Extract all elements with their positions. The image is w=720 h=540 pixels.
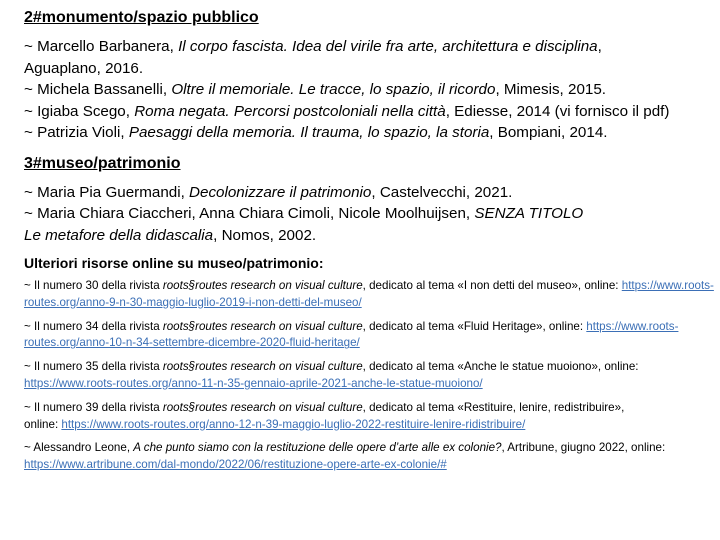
reference-author: ~ Michela Bassanelli,: [24, 81, 172, 98]
resource-intro: ~ Il numero 30 della rivista: [24, 279, 163, 292]
resource-journal: A che punto siamo con la restituzione delle opere d’arte alle ex colonie?: [133, 441, 502, 455]
reference-author: ~ Patrizia Violi,: [24, 124, 129, 141]
resource-journal: roots§routes research on visual culture: [162, 360, 363, 374]
reference-title: Paesaggi della memoria. Il trauma, lo spazio, la storia: [128, 124, 490, 141]
slide-content: [24, 6, 714, 481]
online-resource-item: [24, 359, 714, 393]
resource-link[interactable]: https://www.roots-routes.org/anno-12-n-39-maggio-luglio-2022-restituire-lenire-ridistribuire/: [61, 417, 526, 431]
reference-item: [24, 122, 714, 144]
reference-item: [24, 36, 674, 79]
online-resources-list: [24, 278, 714, 474]
reference-publisher: , Nomos, 2002.: [213, 226, 317, 244]
reference-publisher: , Castelvecchi, 2021.: [371, 183, 513, 201]
resource-link[interactable]: https://www.roots-routes.org/anno-10-n-34-settembre-dicembre-2020-fluid-heritage/: [24, 319, 679, 350]
online-resources-heading: Ulteriori risorse online su museo/patrimonio:: [24, 255, 324, 271]
reference-item: [24, 182, 714, 204]
reference-publisher: , Ediesse, 2014 (vi fornisco il pdf): [445, 102, 670, 120]
online-resource-item: [24, 400, 654, 434]
resource-intro: ~ Il numero 39 della rivista: [24, 400, 163, 414]
resource-link[interactable]: https://www.roots-routes.org/anno-11-n-35-gennaio-aprile-2021-anche-le-statue-muoiono/: [24, 376, 483, 390]
reference-title: Roma negata. Percorsi postcoloniali nella città: [134, 102, 446, 120]
resource-intro: ~ Il numero 34 della rivista: [24, 319, 163, 333]
reference-author: ~ Igiaba Scego,: [24, 102, 135, 120]
online-resource-item: [24, 319, 714, 353]
section-heading-monumento: 2#monumento/spazio pubblico: [24, 9, 259, 26]
reference-publisher: , Mimesis, 2015.: [495, 81, 607, 98]
reference-list-monumento: [24, 36, 714, 144]
reference-title: Il corpo fascista. Idea del virile fra arte, architettura e disciplina: [178, 38, 598, 55]
resource-description: , dedicato al tema «I non detti del museo», online:: [362, 279, 622, 292]
online-resource-item: [24, 278, 714, 312]
resource-journal: roots§routes research on visual culture: [162, 319, 363, 333]
reference-title: SENZA TITOLO Le metafore della didascalia: [24, 205, 584, 244]
reference-publisher: , Aguaplano, 2016.: [24, 38, 602, 77]
resource-intro: ~ Il numero 35 della rivista: [24, 360, 163, 374]
reference-item: [24, 203, 604, 246]
reference-publisher: , Bompiani, 2014.: [489, 124, 608, 141]
reference-author: ~ Maria Pia Guermandi,: [24, 183, 190, 201]
resource-intro: ~ Alessandro Leone,: [24, 441, 134, 455]
resource-link[interactable]: https://www.roots-routes.org/anno-9-n-30-maggio-luglio-2019-i-non-detti-del-museo/: [24, 279, 714, 309]
resource-description: , dedicato al tema «Fluid Heritage», online:: [362, 319, 587, 333]
section-heading-museo: 3#museo/patrimonio: [24, 154, 181, 172]
reference-title: Oltre il memoriale. Le tracce, lo spazio, il ricordo: [171, 81, 496, 98]
resource-journal: roots§routes research on visual culture: [162, 400, 363, 414]
resource-link[interactable]: https://www.artribune.com/dal-mondo/2022/06/restituzione-opere-arte-ex-colonie/#: [24, 458, 447, 472]
reference-item: [24, 101, 714, 123]
resource-description: , dedicato al tema «Restituire, lenire, redistribuire», online:: [24, 400, 625, 431]
resource-journal: roots§routes research on visual culture: [162, 279, 363, 292]
online-resource-item: [24, 440, 714, 474]
reference-title: Decolonizzare il patrimonio: [189, 183, 372, 201]
reference-author: ~ Marcello Barbanera,: [24, 38, 179, 55]
resource-description: , Artribune, giugno 2022, online:: [501, 441, 666, 455]
reference-list-museo: [24, 182, 714, 247]
reference-item: [24, 79, 714, 101]
resource-description: , dedicato al tema «Anche le statue muoiono», online:: [362, 360, 639, 374]
reference-author: ~ Maria Chiara Ciaccheri, Anna Chiara Cimoli, Nicole Moolhuijsen,: [24, 205, 475, 222]
